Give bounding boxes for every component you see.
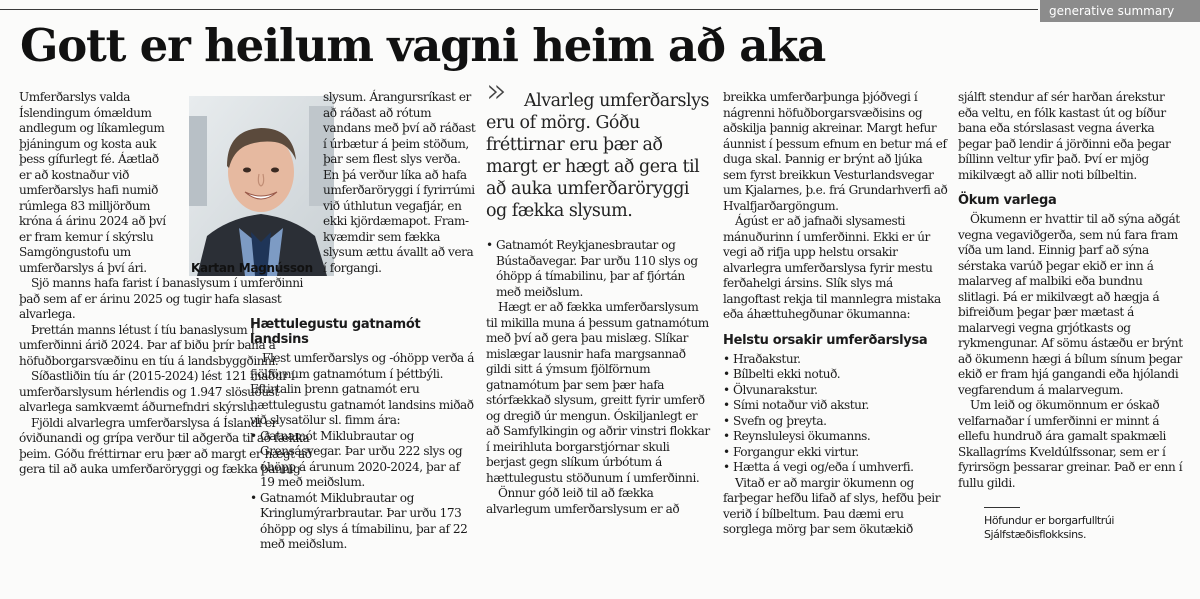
paragraph: breikka umferðarþunga þjóðvegi í nágrenni höfuðborgarsvæðisins og aðskilja þannig akreinar. Margt hefur áunnist í þessum efnum en betur má ef duga skal. Þannig er brýnt að ljúka sem fyrst breikkun Vesturlandsvegar um Kjalarnes, þ.e. frá Grundarhverfi að Hvalfjarðargöngum. <box>723 90 948 213</box>
paragraph: Um leið og ökumönnum er óskað velfarnaðar í umferðinni er minnt á ellefu hundruð ára gamalt spakmæli Skallagríms Kveldúlfssonar, sem er í fyrirsögn þessarar greinar. Það er enn í fullu gildi. <box>958 398 1183 490</box>
paragraph: Síðastliðin tíu ár (2015-2024) lést 121 maður í umferðarslysum hérlendis og 1.947 slösuðust alvarlega samkvæmt áðurnefndri skýrslu. <box>19 369 295 414</box>
list-item: • Gatnamót Reykjanesbrautar og Bústaðavegar. Þar urðu 110 slys og óhöpp á tímabilinu, þar af fjórtán með meiðslum. <box>486 238 712 300</box>
paragraph: Fjöldi alvarlegra umferðarslysa á Íslandi er óviðunandi og grípa verður til aðgerða til að fækka þeim. Góðu fréttirnar eru þær að margt er hægt að gera til að auka umferðaröryggi og fækka þannig <box>19 415 312 476</box>
paragraph: Flest umferðarslys og -óhöpp verða á fjölförnum gatnamótum í þéttbýli. Eftirtalin þrenn gatnamót eru hættulegustu gatnamót landsins miðað við slysatölur sl. fimm ára: <box>250 351 474 427</box>
list-item: • Svefn og þreyta. <box>723 414 949 430</box>
list-item: • Gatnamót Miklubrautar og Grensásvegar. Þar urðu 222 slys og óhöpp á árunum 2020-2024, þar af 19 með meiðslum. <box>250 429 475 491</box>
intersection-list-continued <box>486 238 712 300</box>
signature-rule <box>984 507 1020 508</box>
list-item: • Forgangur ekki virtur. <box>723 445 949 461</box>
list-item: • Gatnamót Miklubrautar og Kringlumýrarbrautar. Þar urðu 173 óhöpp og slys á tímabilinu, þar af 22 með meiðslum. <box>250 491 475 553</box>
paragraph: Ökumenn er hvattir til að sýna aðgát vegna vegaviðgerða, sem nú fara fram víða um land. Einnig þarf að sýna sérstaka varúð þegar ekið er inn á malarveg af malbiki eða bundnu slitlagi. Þá er mikilvægt að hægja á bifreiðum þegar þær mætast á malarvegi vegna grjótkasts og rykmengunar. Af sömu ástæðu er brýnt að ökumenn hægi á bílum sínum þegar ekið er fram hjá gangandi eða hjólandi vegfarendum á malarvegum. <box>958 212 1183 397</box>
list-item: • Reynsluleysi ökumanns. <box>723 429 949 445</box>
author-photo <box>189 96 334 276</box>
subheading-causes: Helstu orsakir umferðarslysa <box>723 332 928 348</box>
quote-mark-icon: » <box>486 71 507 111</box>
photo-caption: Kartan Magnússon <box>191 261 313 275</box>
pull-quote <box>486 71 712 222</box>
paragraph: Þrettán manns létust í tíu banaslysum í umferðinni árið 2024. Þar af biðu þrír bana á höfuðborgarsvæðinu en tíu á landsbyggðinni. <box>19 322 279 368</box>
subheading-intersections: Hættulegustu gatnamót landsins <box>250 317 421 347</box>
section-tag: generative summary <box>1040 0 1200 22</box>
column-3 <box>486 71 712 517</box>
causes-list <box>723 352 949 476</box>
list-item: • Sími notaður við akstur. <box>723 398 949 414</box>
intersection-list <box>250 429 475 553</box>
list-item: • Hraðakstur. <box>723 352 949 368</box>
paragraph: Sjö manns hafa farist í banaslysum í umferðinni það sem af er árinu 2025 og tugir hafa slasast alvarlega. <box>19 276 303 321</box>
paragraph: Ágúst er að jafnaði slysamesti mánuðurinn í umferðinni. Ekki er úr vegi að rifja upp helstu orsakir alvarlegra umferðarslysa fyrir mestu ferðahelgi ársins. Slík slys má langoftast rekja til mannlegra mistaka eða áhættuhegðunar ökumanna: <box>723 214 941 321</box>
list-item: • Ölvunarakstur. <box>723 383 949 399</box>
list-item: • Hætta á vegi og/eða í umhverfi. <box>723 460 949 476</box>
subheading-drive-carefully: Ökum varlega <box>958 193 1057 208</box>
lead-paragraph: Umferðarslys valda Íslendingum ómældum andlegum og líkamlegum þjáningum og kosta auk þess gífurlegt fé. Áætlað er að kostnaður við umferðarslys hafi numið rúmlega 83 milljörðum króna á árinu 2024 að því er fram kemur í skýrslu Samgöngustofu um umferðarslys á því ári. <box>19 90 166 275</box>
pull-quote-text: Alvarleg umferðarslys eru of mörg. Góðu fréttirnar eru þær að margt er hægt að gera til að auka umferðaröryggi og fækka slysum. <box>486 91 709 221</box>
column-5 <box>958 90 1184 542</box>
top-rule <box>0 9 1038 10</box>
author-byline: Höfundur er borgarfulltrúi Sjálfstæðisflokksins. <box>984 514 1114 541</box>
paragraph: Hægt er að fækka umferðarslysum til mikilla muna á þessum gatnamótum með því að gera þau mislæg. Slíkar mislægar lausnir hafa margsannað gildi sitt á ýmsum fjölförnum gatnamótum þar sem þær hafa stórfækkað slysum, greitt fyrir umferð og dregið úr mengun. Óskiljanlegt er að Samfylkingin og aðrir vinstri flokkar í meirihluta borgarstjórnar skuli berjast gegn slíkum úrbótum á hættulegustu stöðunum í umferðinni. <box>486 300 710 485</box>
paragraph: sjálft stendur af sér harðan árekstur eða veltu, en fólk kastast út og bíður bana eða stórslasast vegna áverka þegar það lendir á jörðinni eða þegar bíllinn veltur yfir það. Því er mjög mikilvægt að allir noti bílbeltin. <box>958 90 1171 182</box>
column-4 <box>723 90 949 538</box>
portrait-image <box>189 96 334 276</box>
paragraph: Önnur góð leið til að fækka alvarlegum umferðarslysum er að <box>486 486 680 516</box>
list-item: • Bílbelti ekki notuð. <box>723 367 949 383</box>
paragraph: slysum. Árangursríkast er að ráðast að rótum vandans með því að ráðast í úrbætur á þeim stöðum, þar sem flest slys verða. En þá verður líka að hafa umferðaröryggi í fyrirrúmi við úthlutun vegafjár, en ekki kjördæmapot. Framkvæmdir sem fækka slysum ættu ávallt að vera í forgangi. <box>323 90 476 275</box>
article-headline: Gott er heilum vagni heim að aka <box>20 19 826 72</box>
paragraph: Vitað er að margir ökumenn og farþegar hefðu lifað af slys, hefðu þeir verið í bílbeltum. Þau dæmi eru sorglega mörg þar sem ökutækið <box>723 475 941 536</box>
